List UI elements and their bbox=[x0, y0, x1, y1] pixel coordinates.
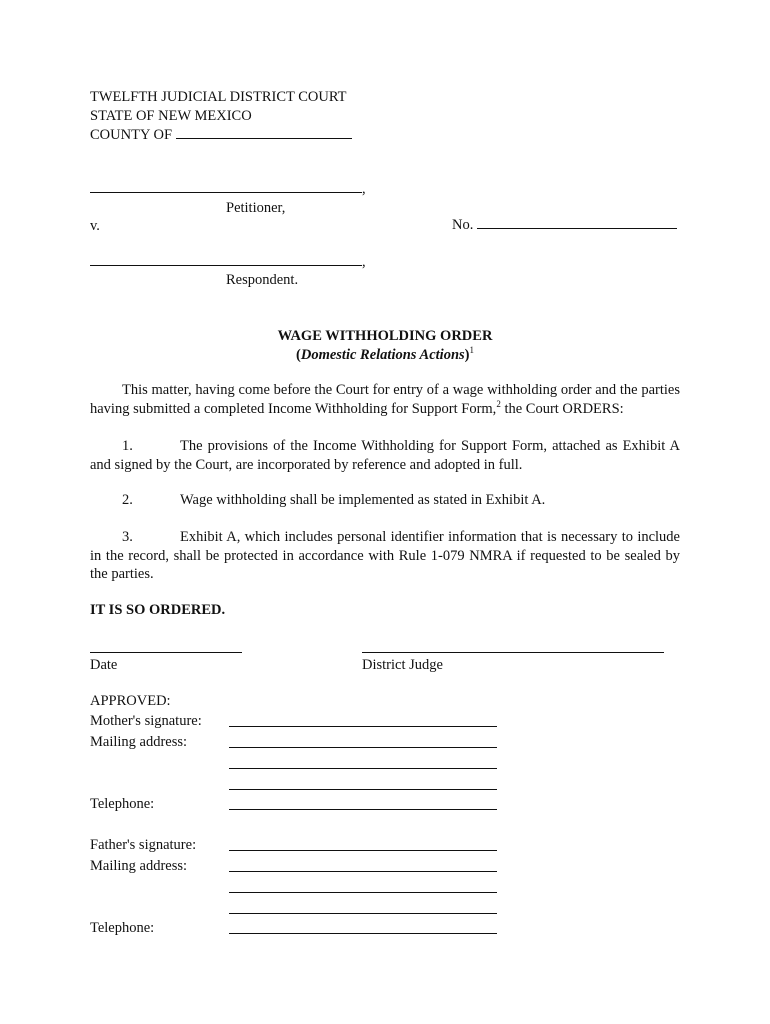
document-subtitle bbox=[0, 345, 770, 365]
order-item-1 bbox=[90, 437, 680, 474]
order-item-text: Exhibit A, which includes personal identifier information that is necessary to include in the record, shall be protected in accordance with Rule 1-079 NMRA if requested to be sealed by the parties. bbox=[90, 529, 680, 582]
so-ordered: IT IS SO ORDERED. bbox=[90, 602, 226, 618]
petitioner-comma: , bbox=[362, 181, 366, 197]
approved-label: APPROVED: bbox=[90, 693, 171, 709]
state-name: STATE OF NEW MEXICO bbox=[90, 108, 252, 124]
footnote-1-mark: 1 bbox=[469, 345, 474, 356]
father-address-label: Mailing address: bbox=[90, 858, 188, 874]
father-address-line-1[interactable] bbox=[229, 871, 497, 872]
subtitle-close-paren: ) bbox=[464, 347, 470, 363]
intro-text-end: the Court ORDERS: bbox=[500, 400, 624, 417]
case-number-line bbox=[452, 216, 677, 234]
mother-signature-label: Mother's signature: bbox=[90, 713, 202, 729]
father-telephone-line[interactable] bbox=[229, 933, 497, 934]
order-item-3 bbox=[90, 528, 680, 584]
respondent-name-line bbox=[90, 253, 366, 271]
intro-paragraph bbox=[90, 381, 680, 418]
versus: v. bbox=[90, 218, 100, 234]
order-item-number: 2. bbox=[122, 492, 133, 508]
case-number-label: No. bbox=[452, 217, 474, 233]
petitioner-name-line bbox=[90, 180, 366, 198]
father-address-line-2[interactable] bbox=[229, 892, 497, 893]
order-item-text: Wage withholding shall be implemented as stated in Exhibit A. bbox=[180, 492, 546, 508]
county-blank[interactable] bbox=[176, 126, 352, 139]
mother-address-line-1[interactable] bbox=[229, 747, 497, 748]
subtitle-open-paren: ( bbox=[296, 347, 301, 363]
order-item-number: 3. bbox=[122, 529, 133, 545]
intro-text: This matter, having come before the Court for entry of a wage withholding order and the parties having submitted a completed Income Withholding for Support Form, bbox=[90, 382, 680, 417]
date-signature-line[interactable] bbox=[90, 652, 242, 653]
mother-address-line-3[interactable] bbox=[229, 789, 497, 790]
mother-telephone-line[interactable] bbox=[229, 809, 497, 810]
court-name: TWELFTH JUDICIAL DISTRICT COURT bbox=[90, 89, 347, 105]
mother-address-label: Mailing address: bbox=[90, 734, 188, 750]
mother-signature-line[interactable] bbox=[229, 726, 497, 727]
petitioner-name-blank[interactable] bbox=[90, 180, 362, 193]
father-signature-label: Father's signature: bbox=[90, 837, 197, 853]
judge-label: District Judge bbox=[362, 657, 443, 673]
date-label: Date bbox=[90, 657, 118, 673]
petitioner-label: Petitioner, bbox=[226, 200, 286, 216]
father-telephone-label: Telephone: bbox=[90, 920, 155, 936]
order-item-2 bbox=[90, 491, 680, 510]
mother-telephone-label: Telephone: bbox=[90, 796, 155, 812]
judge-signature-line[interactable] bbox=[362, 652, 664, 653]
case-number-blank[interactable] bbox=[477, 216, 677, 229]
respondent-name-blank[interactable] bbox=[90, 253, 362, 266]
subtitle-text: Domestic Relations Actions bbox=[300, 347, 465, 363]
respondent-label: Respondent. bbox=[226, 272, 299, 288]
footnote-2-mark: 2 bbox=[496, 398, 501, 409]
order-item-number: 1. bbox=[122, 438, 133, 454]
mother-address-line-2[interactable] bbox=[229, 768, 497, 769]
county-line bbox=[90, 126, 352, 144]
father-address-line-3[interactable] bbox=[229, 913, 497, 914]
county-label: COUNTY OF bbox=[90, 127, 173, 143]
order-item-text: The provisions of the Income Withholding for Support Form, attached as Exhibit A and signed by the Court, are incorporated by reference and adopted in full. bbox=[90, 438, 680, 473]
document-title: WAGE WITHHOLDING ORDER bbox=[277, 328, 493, 344]
father-signature-line[interactable] bbox=[229, 850, 497, 851]
respondent-comma: , bbox=[362, 254, 366, 270]
